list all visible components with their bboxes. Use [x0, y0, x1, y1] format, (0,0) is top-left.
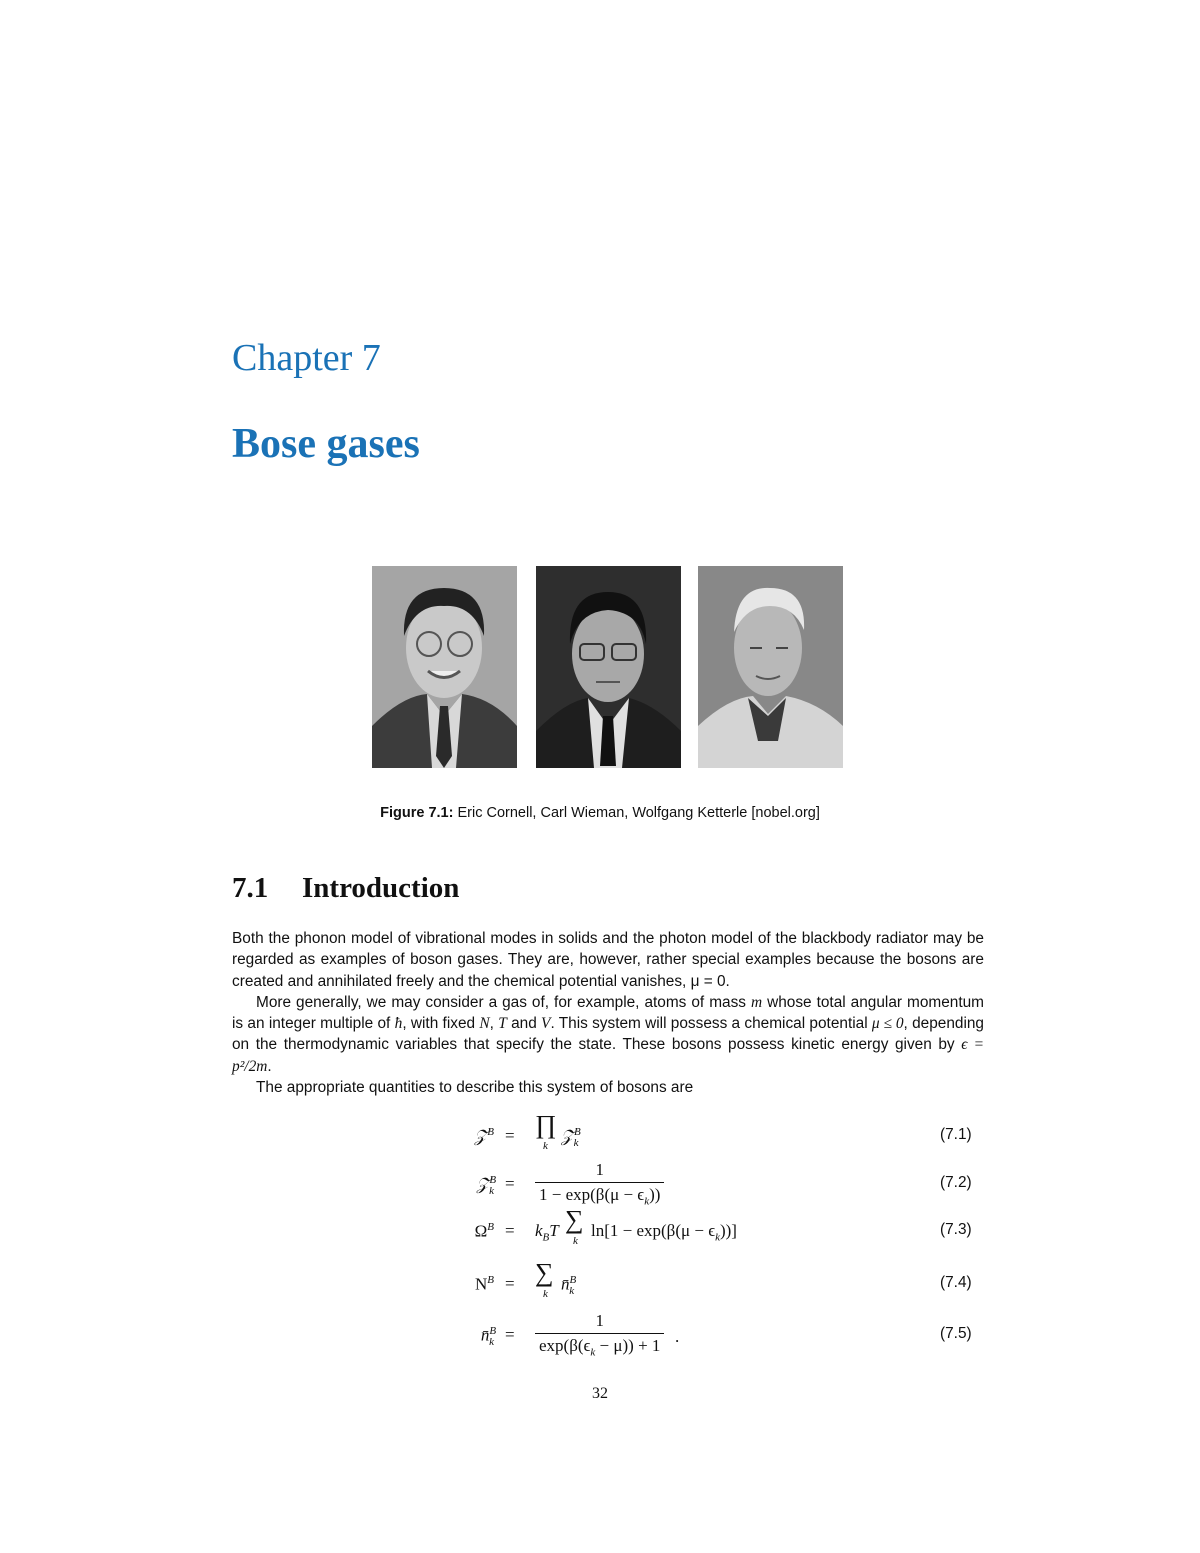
equation-lhs: n̄$^B_k$: [480, 1325, 497, 1349]
equation-7-3: $\Omega^B$ = $k_BT$ ∑ k $\ln[1 - \exp(\beta(\mu - \epsilon_k))]$ (7.3): [474, 1205, 972, 1247]
product-symbol: ∏: [535, 1110, 557, 1139]
section-heading: [232, 872, 459, 905]
body-text: [232, 928, 984, 1098]
section-title: Introduction: [302, 872, 460, 904]
equals-sign: =: [505, 1126, 515, 1145]
equation-number: (7.4): [940, 1274, 972, 1291]
equation-lhs: 𝒵$^B$: [474, 1126, 494, 1146]
equation-lhs: $N^B$: [474, 1274, 494, 1294]
chapter-label: Chapter 7: [232, 337, 381, 379]
equation-7-5: n̄$^B_k$ = $\frac{1}{\exp(\beta(\epsilon_k - \mu)) + 1}$ . (7.5): [480, 1311, 972, 1359]
equation-lhs: $\Omega^B$: [474, 1221, 494, 1241]
fraction: $\frac{1}{1 - \exp(\beta(\mu - \epsilon_k))}$: [535, 1160, 664, 1207]
paragraph-3: The appropriate quantities to describe this system of bosons are: [256, 1079, 694, 1097]
portrait-photo-ketterle: [698, 566, 843, 768]
portrait-photo-cornell: [372, 566, 517, 768]
equation-number: (7.3): [940, 1221, 972, 1238]
chapter-title: Bose gases: [232, 421, 420, 467]
equation-7-1: 𝒵$^B$ = ∏ k 𝒵$^B_k$ (7.1): [474, 1110, 972, 1152]
equation-number: (7.2): [940, 1174, 972, 1191]
equals-sign: =: [505, 1274, 515, 1293]
page-number: 32: [592, 1385, 608, 1402]
equals-sign: =: [505, 1325, 515, 1344]
equation-number: (7.1): [940, 1126, 972, 1143]
paragraph-1: Both the phonon model of vibrational modes in solids and the photon model of the blackbody radiator may be regarded as examples of boson gases. They are, however, rather special examples because the bosons are created and annihilated freely and the chemical potential vanishes, μ = 0.: [232, 930, 984, 990]
sum-symbol: ∑: [565, 1205, 584, 1234]
figure-caption-label: Figure 7.1:: [380, 805, 454, 821]
equation-lhs: 𝒵$^B_k$: [476, 1174, 497, 1198]
portrait-photo-wieman: [536, 566, 681, 768]
figure-caption-text: Eric Cornell, Carl Wieman, Wolfgang Ketterle [nobel.org]: [453, 805, 820, 821]
equation-7-2: [0, 1162, 1200, 1212]
equals-sign: =: [505, 1221, 515, 1240]
section-number: 7.1: [232, 872, 269, 904]
equals-sign: =: [505, 1174, 515, 1193]
equation-number: (7.5): [940, 1325, 972, 1342]
equation-7-4: $N^B$ = ∑ k n̄$^B_k$ (7.4): [474, 1258, 972, 1300]
fraction: $\frac{1}{\exp(\beta(\epsilon_k - \mu)) + 1}$: [535, 1311, 664, 1358]
sum-symbol: ∑: [535, 1258, 554, 1287]
paragraph-2: More generally, we may consider a gas of, for example, atoms of mass m whose total angular momentum is an integer multiple of ħ, with fixed N, T and V. This system will possess a chemical potential μ ≤ 0, depending on the thermodynamic variables that specify the state. These bosons possess kinetic energy given by ϵ = p²/2m.: [232, 993, 984, 1075]
figure-caption: [0, 805, 1200, 821]
